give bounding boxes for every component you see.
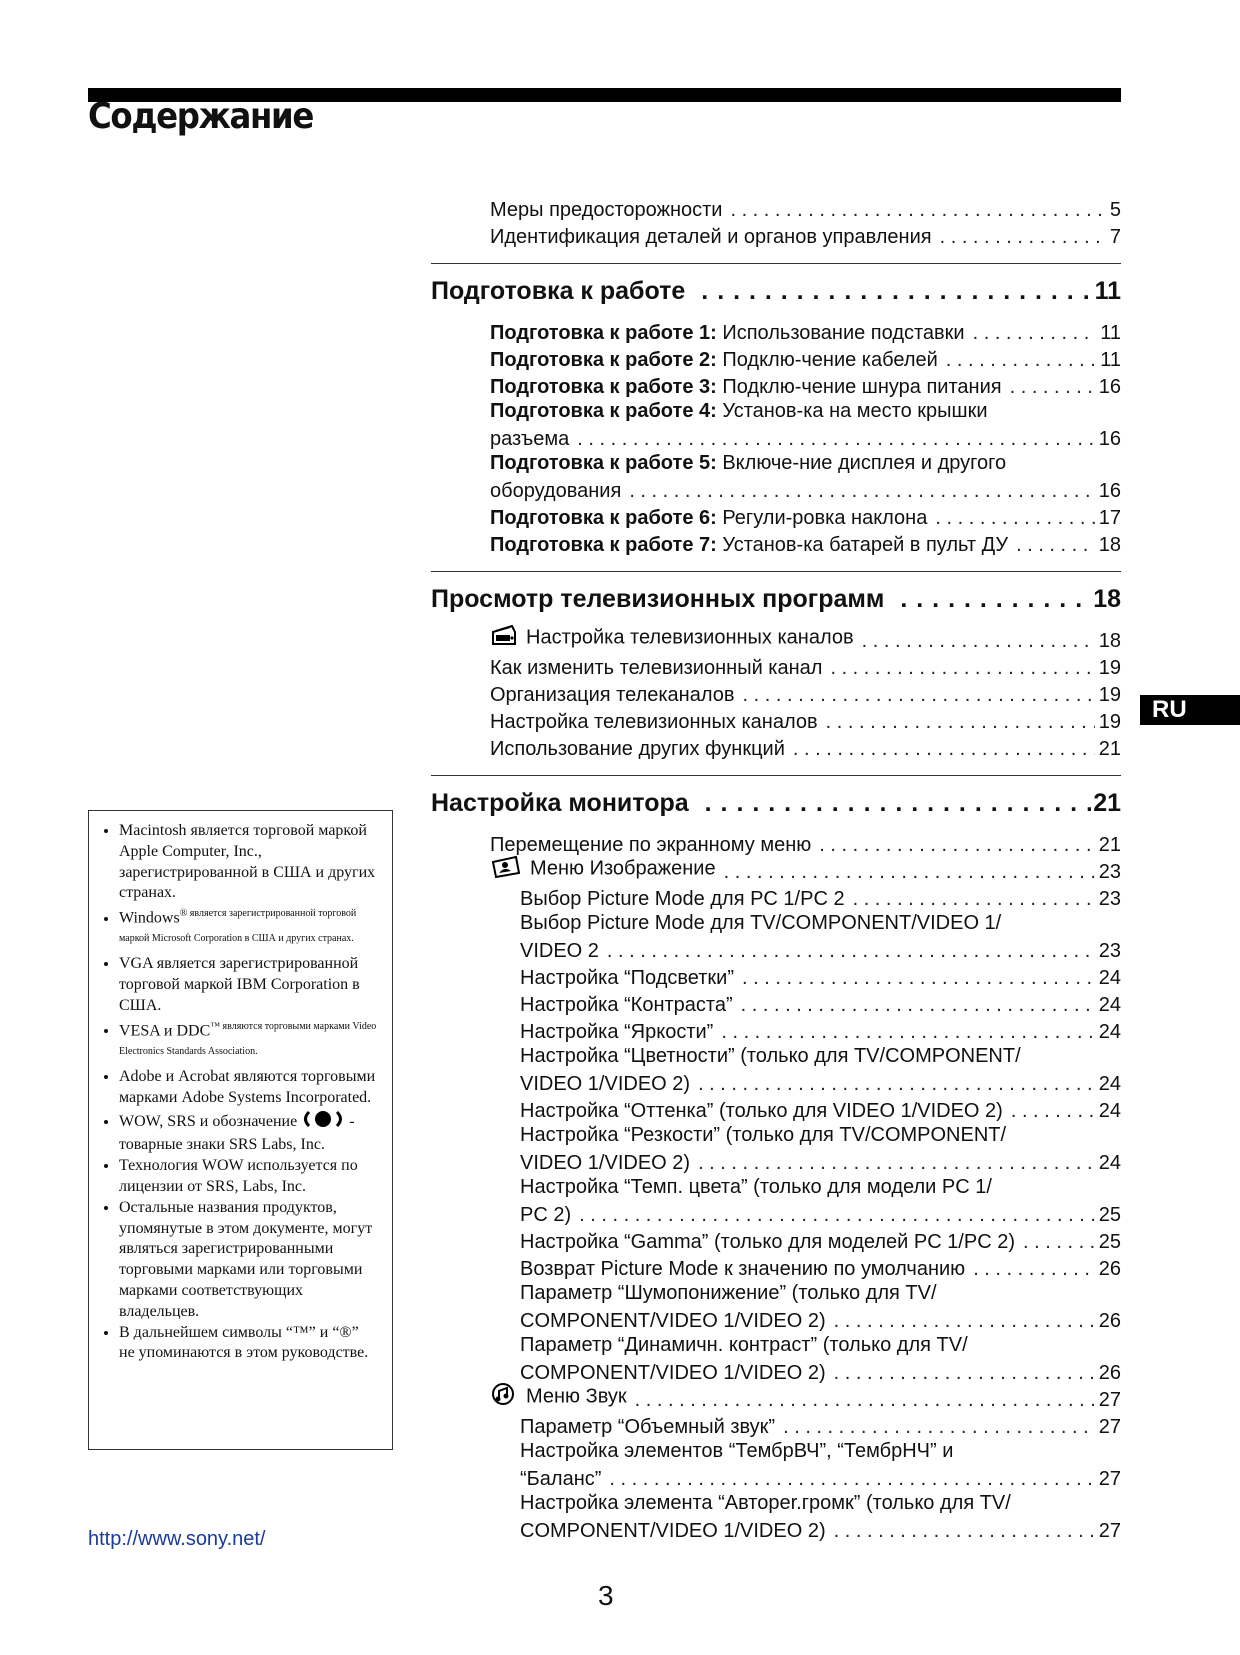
toc-entry[interactable]: Использование других функций . . . 21: [490, 734, 1121, 761]
note-item: • WOW, SRS и обозначение - товарные знаки SRS Labs, Inc.: [119, 1109, 378, 1157]
toc-entry-line[interactable]: Выбор Picture Mode для TV/COMPONENT/VIDEO 1/: [520, 912, 1002, 934]
toc-entry[interactable]: Выбор Picture Mode для PC 1/PC 2 . . . 23: [520, 884, 1121, 911]
toc-entry[interactable]: Настройка телевизионных каналов . . . 19: [490, 707, 1121, 734]
note-item: • Технология WOW используется по лицензии от SRS, Labs, Inc.: [119, 1156, 378, 1198]
trademark-notes-box: [88, 810, 393, 1450]
toc-entry-cont[interactable]: PC 2) . . . 25: [520, 1200, 1121, 1227]
toc-entry-cont[interactable]: оборудования . . . 16: [490, 476, 1121, 503]
note-item: • Остальные названия продуктов, упомянутые в этом документе, могут являться зарегистрированными торговыми марками или торговыми марками соответствующих владельцев.: [119, 1198, 378, 1323]
toc-entry-cont[interactable]: COMPONENT/VIDEO 1/VIDEO 2) . . . 26: [520, 1306, 1121, 1333]
picture-menu-icon: [490, 854, 522, 884]
toc-entry-line[interactable]: Настройка элементов “ТембрВЧ”, “ТембрНЧ” и: [520, 1440, 954, 1462]
toc-entry[interactable]: Настройка “Контраста” . . . 24: [520, 990, 1121, 1017]
note-item: • Adobe и Acrobat являются торговыми марками Adobe Systems Incorporated.: [119, 1067, 378, 1109]
toc-entry-cont[interactable]: VIDEO 1/VIDEO 2) . . . 24: [520, 1069, 1121, 1096]
toc-entry[interactable]: Подготовка к работе 1: Использование подставки . . . 11: [490, 318, 1121, 345]
toc-entry-cont[interactable]: COMPONENT/VIDEO 1/VIDEO 2) . . . 27: [520, 1516, 1121, 1543]
language-tab: RU: [1140, 695, 1240, 725]
toc-entry[interactable]: Подготовка к работе 7: Установ-ка батарей в пульт ДУ . . . 18: [490, 530, 1121, 557]
toc-entry-line[interactable]: Подготовка к работе 4: Установ-ка на место крышки: [490, 400, 988, 422]
sony-website-link[interactable]: http://www.sony.net/: [88, 1528, 266, 1550]
toc-entry-cont[interactable]: “Баланс” . . . 27: [520, 1464, 1121, 1491]
note-item: • VGA является зарегистрированной торговой маркой IBM Corporation в США.: [119, 954, 378, 1016]
toc-entry[interactable]: Настройка телевизионных каналов . . . 18: [490, 626, 1121, 653]
srs-logo-icon: [301, 1109, 345, 1136]
toc-entry[interactable]: Настройка “Яркости” . . . 24: [520, 1017, 1121, 1044]
toc-entry-cont[interactable]: VIDEO 1/VIDEO 2) . . . 24: [520, 1148, 1121, 1175]
toc-entry[interactable]: Параметр “Объемный звук” . . . 27: [520, 1412, 1121, 1439]
toc-entry-cont[interactable]: COMPONENT/VIDEO 1/VIDEO 2) . . . 26: [520, 1358, 1121, 1385]
toc-entry-line[interactable]: Подготовка к работе 5: Включе-ние дисплея и другого: [490, 452, 1007, 474]
note-item: • Windows$^{® является зарегистрированной торговой маркой Microsoft Corporation в США и других странах.}$: [119, 904, 378, 954]
toc-entry-line[interactable]: Настройка элемента “Автореr.громк” (только для TV/: [520, 1492, 1011, 1514]
toc-entry[interactable]: Меню Изображение . . . 23: [490, 857, 1121, 884]
tv-channel-icon: [490, 623, 518, 653]
toc-entry[interactable]: Организация телеканалов . . . 19: [490, 680, 1121, 707]
toc-entry[interactable]: Меры предосторожности . . . 5: [490, 195, 1121, 222]
toc-entry-line[interactable]: Настройка “Резкости” (только для TV/COMPONENT/: [520, 1124, 1007, 1146]
section-heading[interactable]: Настройка монитора . . . 21: [431, 775, 1121, 818]
toc-entry[interactable]: Меню Звук . . . 27: [490, 1385, 1121, 1412]
toc-entry[interactable]: Настройка “Gamma” (только для моделей PC 1/PC 2) . . . 25: [520, 1227, 1121, 1254]
toc-entry-line[interactable]: Параметр “Динамичн. контраст” (только для TV/: [520, 1334, 968, 1356]
sound-menu-icon: [490, 1382, 518, 1412]
note-continuation: ™ являются торговыми марками Video Electronics Standards Association.: [119, 1020, 377, 1057]
note-continuation: ® является зарегистрированной торговой маркой Microsoft Corporation в США и других странах.: [119, 908, 357, 945]
toc-entry-cont[interactable]: разъема . . . 16: [490, 424, 1121, 451]
toc-entry[interactable]: Перемещение по экранному меню . . . 21: [490, 830, 1121, 857]
toc-entry-line[interactable]: Настройка “Цветности” (только для TV/COMPONENT/: [520, 1045, 1021, 1067]
toc-entry[interactable]: Настройка “Подсветки” . . . 24: [520, 963, 1121, 990]
toc-entry[interactable]: Подготовка к работе 2: Подклю-чение кабелей . . . 11: [490, 345, 1121, 372]
section-heading[interactable]: Подготовка к работе . . . 11: [431, 263, 1121, 306]
toc-entry[interactable]: Подготовка к работе 3: Подклю-чение шнура питания . . . 16: [490, 372, 1121, 399]
page-number: 3: [598, 1580, 614, 1611]
table-of-contents: [431, 195, 1121, 1543]
toc-entry[interactable]: Как изменить телевизионный канал . . . 19: [490, 653, 1121, 680]
toc-entry-cont[interactable]: VIDEO 2 . . . 23: [520, 936, 1121, 963]
toc-entry[interactable]: Подготовка к работе 6: Регули-ровка наклона . . . 17: [490, 503, 1121, 530]
toc-entry[interactable]: Идентификация деталей и органов управления . . . 7: [490, 222, 1121, 249]
toc-entry[interactable]: Настройка “Оттенка” (только для VIDEO 1/VIDEO 2) . . . 24: [520, 1096, 1121, 1123]
page-title: Содержание: [88, 96, 314, 137]
toc-entry-line[interactable]: Настройка “Темп. цвета” (только для модели PC 1/: [520, 1176, 992, 1198]
note-item: • VESA и $DDC^{™ являются торговыми марками Video Electronics Standards Association.}$: [119, 1017, 378, 1067]
toc-entry[interactable]: Возврат Picture Mode к значению по умолчанию . . . 26: [520, 1254, 1121, 1281]
note-item: • Macintosh является торговой маркой Apple Computer, Inc., зарегистрированной в США и других странах.: [119, 821, 378, 904]
toc-entry-line[interactable]: Параметр “Шумопонижение” (только для TV/: [520, 1282, 937, 1304]
note-item: • В дальнейшем символы “™” и “®” не упоминаются в этом руководстве.: [119, 1323, 378, 1365]
section-heading[interactable]: Просмотр телевизионных программ . . . 18: [431, 571, 1121, 614]
